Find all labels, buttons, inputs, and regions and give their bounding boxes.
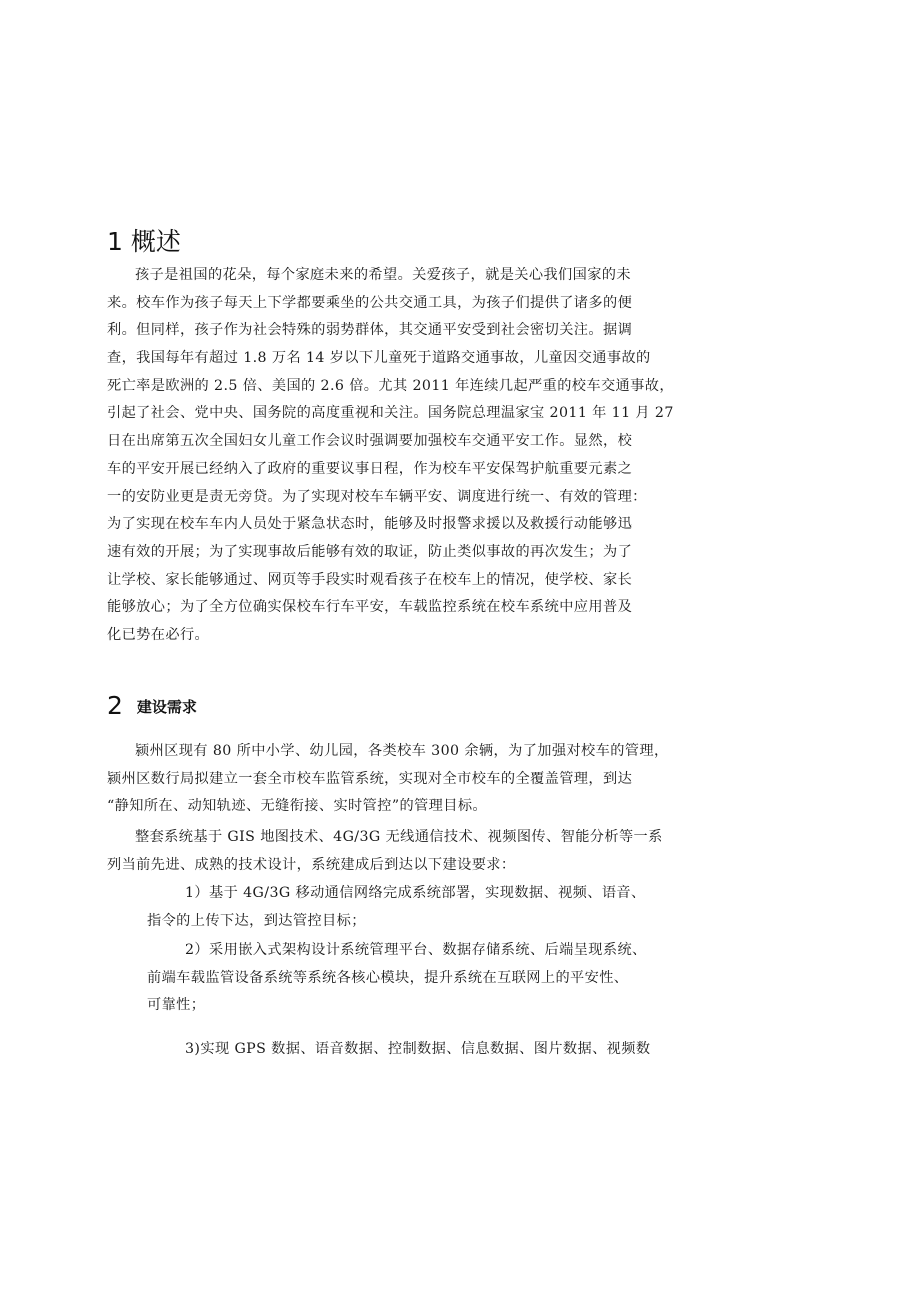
paragraph-line: 一的安防业更是责无旁贷。为了实现对校车车辆平安、调度进行统一、有效的管理：: [107, 488, 647, 505]
requirement-item-3: [107, 1036, 651, 1064]
paragraph-line: 为了实现在校车车内人员处于紧急状态时，能够及时报警求援以及救援行动能够迅: [107, 516, 633, 533]
paragraph-line: 列当前先进、成熟的技术设计，系统建成后到达以下建设要求：: [107, 856, 516, 873]
section-2-paragraph-2: [107, 824, 663, 879]
list-item-line: 前端车载监管设备系统等系统各核心模块，提升系统在互联网上的平安性、: [147, 969, 629, 986]
paragraph-line: 车的平安开展已经纳入了政府的重要议事日程，作为校车平安保驾护航重要元素之: [107, 460, 633, 477]
section-1-paragraph: [107, 262, 674, 650]
requirement-item-2: [107, 937, 647, 1020]
paragraph-line: 能够放心；为了全方位确实保校车行车平安，车载监控系统在校车系统中应用普及: [107, 599, 633, 616]
list-item-line: 1）基于 4G/3G 移动通信网络完成系统部署，实现数据、视频、语音、: [185, 885, 646, 901]
section-2-heading: [107, 690, 197, 722]
list-item-line: 指令的上传下达，到达管控目标；: [147, 912, 366, 929]
list-item-line: 可靠性；: [147, 997, 206, 1014]
paragraph-line: “静知所在、动知轨迹、无缝衔接、实时管控”的管理目标。: [107, 798, 487, 815]
section-2-number: 2: [107, 691, 123, 720]
paragraph-line: 死亡率是欧洲的 2.5 倍、美国的 2.6 倍。尤其 2011 年连续几起严重的校车交通事故，: [107, 377, 674, 394]
section-1-heading: 1 概述: [107, 227, 181, 256]
paragraph-line: 引起了社会、党中央、国务院的高度重视和关注。国务院总理温家宝 2011 年 11 月 27: [107, 405, 674, 422]
requirement-item-1: [107, 880, 646, 935]
paragraph-line: 化已势在必行。: [107, 626, 210, 643]
paragraph-line: 来。校车作为孩子每天上下学都要乘坐的公共交通工具，为孩子们提供了诸多的便: [107, 294, 633, 311]
paragraph-line: 查，我国每年有超过 1.8 万名 14 岁以下儿童死于道路交通事故，儿童因交通事故的: [107, 350, 651, 367]
paragraph-line: 让学校、家长能够通过、网页等手段实时观看孩子在校车上的情况，使学校、家长: [107, 571, 633, 588]
paragraph-line: 颍州区数行局拟建立一套全市校车监管系统，实现对全市校车的全覆盖管理，到达: [107, 770, 633, 787]
list-item-line: 3)实现 GPS 数据、语音数据、控制数据、信息数据、图片数据、视频数: [185, 1041, 651, 1057]
paragraph-line: 速有效的开展；为了实现事故后能够有效的取证，防止类似事故的再次发生；为了: [107, 543, 633, 560]
section-2-paragraph-1: [107, 738, 669, 821]
paragraph-line: 日在出席第五次全国妇女儿童工作会议时强调要加强校车交通平安工作。显然，校: [107, 433, 633, 450]
paragraph-line: 利。但同样，孩子作为社会特殊的弱势群体，其交通平安受到社会密切关注。据调: [107, 322, 633, 339]
section-2-title: 建设需求: [136, 697, 197, 716]
paragraph-line: 整套系统基于 GIS 地图技术、4G/3G 无线通信技术、视频图传、智能分析等一系: [135, 829, 663, 845]
list-item-line: 2）采用嵌入式架构设计系统管理平台、数据存储系统、后端呈现系统、: [185, 942, 647, 958]
paragraph-line: 颍州区现有 80 所中小学、幼儿园，各类校车 300 余辆，为了加强对校车的管理，: [135, 743, 669, 759]
paragraph-line: 孩子是祖国的花朵，每个家庭未来的希望。关爱孩子，就是关心我们国家的未: [135, 267, 631, 283]
